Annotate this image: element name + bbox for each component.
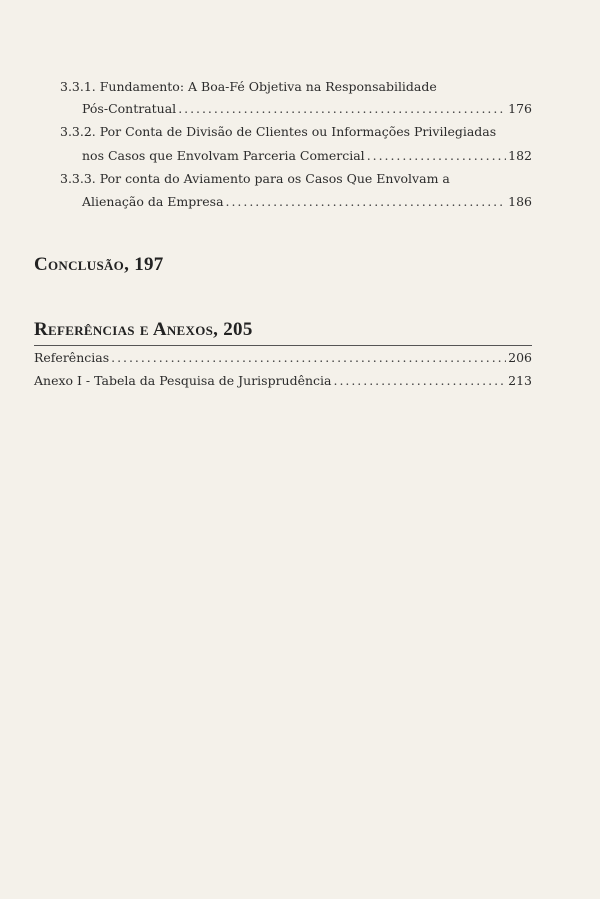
- page-number: 182: [508, 148, 532, 163]
- toc-entry-continuation: [82, 99, 532, 119]
- dot-leader: [367, 146, 506, 166]
- dot-leader: [334, 371, 507, 391]
- toc-entry-title-cont: Pós-Contratual: [82, 101, 177, 116]
- conclusion-heading: Conclusão, 197: [34, 254, 164, 275]
- dot-leader: [178, 99, 506, 119]
- page-number: 213: [508, 373, 532, 388]
- section-divider: [34, 345, 532, 346]
- toc-entry-title-cont: Alienação da Empresa: [82, 194, 224, 209]
- page-number: 176: [508, 101, 532, 116]
- toc-entry-title: 3.3.2. Por Conta de Divisão de Clientes ou Informações Privilegiadas: [60, 124, 497, 139]
- toc-entry-continuation: [82, 192, 532, 212]
- toc-entry-continuation: [82, 146, 532, 166]
- page-number: 186: [508, 194, 532, 209]
- page-number: 206: [508, 350, 532, 365]
- dot-leader: [111, 348, 506, 368]
- toc-entry-title: Anexo I - Tabela da Pesquisa de Jurisprudência: [34, 373, 332, 388]
- toc-entry: [34, 371, 532, 391]
- toc-entry-title-cont: nos Casos que Envolvam Parceria Comercial: [82, 148, 365, 163]
- references-heading: Referências e Anexos, 205: [34, 319, 253, 340]
- toc-entry-title: 3.3.1. Fundamento: A Boa-Fé Objetiva na Responsabilidade: [60, 79, 437, 94]
- toc-entry-title: Referências: [34, 350, 110, 365]
- toc-entry-title: 3.3.3. Por conta do Aviamento para os Casos Que Envolvam a: [60, 171, 450, 186]
- toc-entry: [34, 348, 532, 368]
- dot-leader: [226, 192, 507, 212]
